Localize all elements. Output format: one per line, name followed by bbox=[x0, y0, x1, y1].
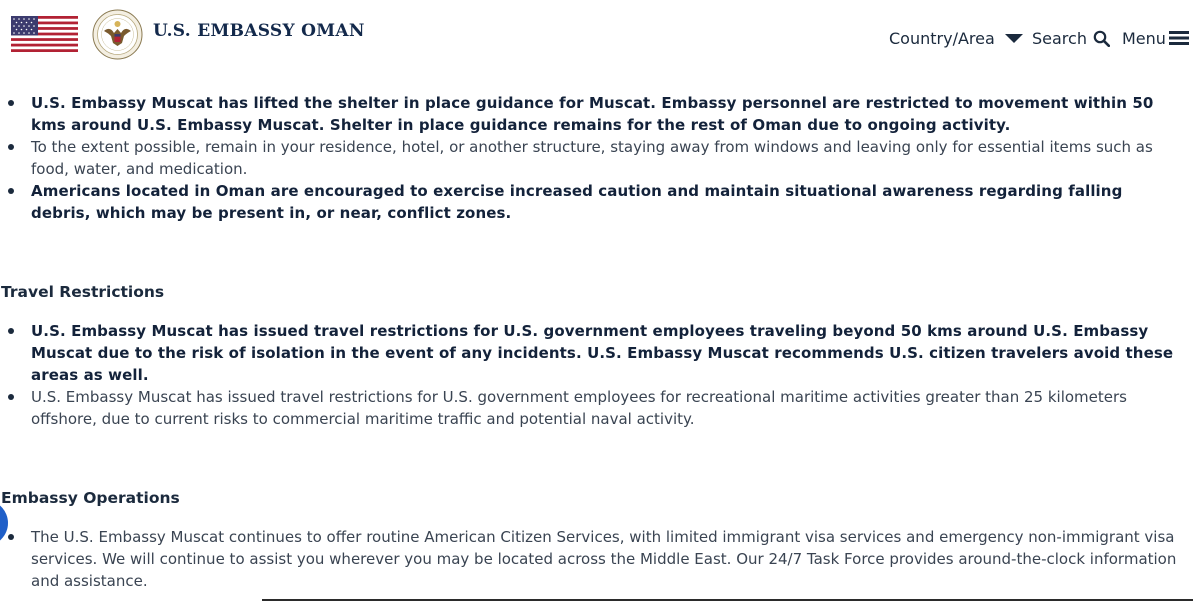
menu-label: Menu bbox=[1122, 28, 1166, 48]
country-area-label: Country/Area bbox=[889, 28, 995, 48]
list-item: The U.S. Embassy Muscat continues to offer routine American Citizen Services, with limited immigrant visa services and emergency non-immigrant visa services. We will continue to assist you wherever you may be located across the Middle East. Our 24/7 Task Force provides around-the-clock information and assistance. bbox=[0, 526, 1193, 592]
menu-button[interactable] bbox=[1122, 27, 1189, 49]
site-header bbox=[0, 0, 1193, 80]
us-flag-icon[interactable] bbox=[11, 16, 78, 52]
search-icon bbox=[1093, 30, 1110, 47]
list-item: U.S. Embassy Muscat has issued travel restrictions for U.S. government employees for recreational maritime activities greater than 25 kilometers offshore, due to current risks to commercial maritime traffic and potential naval activity. bbox=[0, 386, 1193, 430]
list-item: U.S. Embassy Muscat has lifted the shelter in place guidance for Muscat. Embassy personnel are restricted to movement within 50 kms around U.S. Embassy Muscat. Shelter in place guidance remains for the rest of Oman due to ongoing activity. bbox=[0, 92, 1193, 136]
department-of-state-seal-icon[interactable] bbox=[92, 9, 143, 60]
search-label: Search bbox=[1032, 28, 1087, 48]
caret-down-icon bbox=[1005, 32, 1023, 44]
travel-restrictions-list bbox=[0, 320, 1193, 430]
list-item: To the extent possible, remain in your residence, hotel, or another structure, staying away from windows and leaving only for essential items such as food, water, and medication. bbox=[0, 136, 1193, 180]
travel-restrictions-heading: Travel Restrictions bbox=[1, 283, 165, 301]
list-item: Americans located in Oman are encouraged to exercise increased caution and maintain situational awareness regarding falling debris, which may be present in, or near, conflict zones. bbox=[0, 180, 1193, 224]
country-area-dropdown[interactable] bbox=[889, 27, 1023, 49]
site-brand[interactable]: U.S. EMBASSY OMAN bbox=[153, 21, 365, 41]
shelter-guidance-list bbox=[0, 92, 1193, 224]
search-button[interactable] bbox=[1032, 27, 1110, 49]
embassy-operations-list bbox=[0, 526, 1193, 592]
hamburger-menu-icon bbox=[1169, 30, 1189, 46]
list-item: U.S. Embassy Muscat has issued travel restrictions for U.S. government employees traveling beyond 50 kms around U.S. Embassy Muscat due to the risk of isolation in the event of any incidents. U.S. Embassy Muscat recommends U.S. citizen travelers avoid these areas as well. bbox=[0, 320, 1193, 386]
embassy-operations-heading: Embassy Operations bbox=[1, 489, 180, 507]
